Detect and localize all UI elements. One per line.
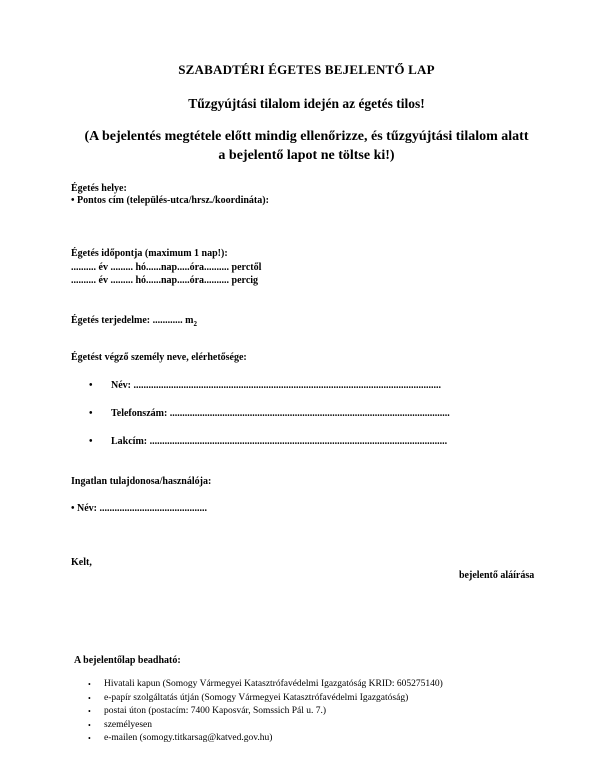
- signature-label: bejelentő aláírása: [459, 570, 535, 581]
- area-label: Égetés terjedelme: ............ m: [71, 315, 194, 326]
- person-label: Égetést végző személy neve, elérhetősége:: [71, 352, 247, 363]
- person-phone-bullet: •: [89, 408, 93, 419]
- person-phone-field[interactable]: Telefonszám: ................................................................................................................: [111, 408, 450, 419]
- form-title: SZABADTÉRI ÉGETES BEJELENTŐ LAP: [178, 62, 435, 77]
- list-bullet: •: [88, 693, 91, 703]
- submission-method-text: e-papír szolgáltatás útján (Somogy Vármegyei Katasztrófavédelmi Igazgatóság): [104, 692, 409, 703]
- instruction-note-line2: a bejelentő lapot ne töltse ki!): [218, 148, 395, 163]
- location-label: Égetés helye:: [71, 183, 127, 194]
- list-bullet: •: [88, 680, 91, 689]
- list-bullet: •: [88, 720, 91, 730]
- submission-method-text: Hivatali kapun (Somogy Vármegyei Katasztrófavédelmi Igazgatóság KRID: 605275140): [104, 679, 443, 689]
- fire-ban-warning: Tűzgyújtási tilalom idején az égetés tilos!: [188, 96, 425, 111]
- list-item: [88, 732, 443, 746]
- submission-method-text: személyesen: [104, 719, 153, 730]
- kelt-label: Kelt,: [71, 557, 92, 568]
- list-bullet: •: [88, 707, 91, 716]
- person-address-bullet: •: [89, 436, 93, 447]
- area-field[interactable]: [71, 315, 197, 328]
- submission-method-text: postai úton (postacím: 7400 Kaposvár, Somssich Pál u. 7.): [104, 706, 327, 716]
- submission-label: A bejelentőlap beadható:: [74, 655, 181, 666]
- list-item: [88, 705, 443, 719]
- list-item: [88, 692, 443, 706]
- person-name-field[interactable]: Név: ...........................................................................................................................: [111, 380, 441, 391]
- address-field[interactable]: • Pontos cím (település-utca/hrsz./koordináta):: [71, 195, 269, 206]
- submission-method-text: e-mailen (somogy.titkarsag@katved.gov.hu): [104, 733, 273, 743]
- list-item: [88, 678, 443, 692]
- person-address-field[interactable]: Lakcím: .......................................................................................................................: [111, 436, 448, 447]
- time-to-field[interactable]: .......... év ......... hó......nap.....óra.......... percig: [71, 275, 259, 286]
- time-from-field[interactable]: .......... év ......... hó......nap.....óra.......... perctől: [71, 262, 262, 273]
- list-bullet: •: [88, 734, 91, 743]
- submission-methods-list: [88, 678, 443, 746]
- time-label: Égetés időpontja (maximum 1 nap!):: [71, 248, 228, 259]
- person-name-bullet: •: [89, 380, 93, 391]
- list-item: [88, 719, 443, 733]
- owner-name-field[interactable]: • Név: ...........................................: [71, 503, 207, 514]
- instruction-note-line1: (A bejelentés megtétele előtt mindig ellenőrizze, és tűzgyújtási tilalom alatt: [84, 129, 529, 144]
- owner-label: Ingatlan tulajdonosa/használója:: [71, 476, 212, 487]
- area-unit-subscript: 2: [193, 320, 197, 328]
